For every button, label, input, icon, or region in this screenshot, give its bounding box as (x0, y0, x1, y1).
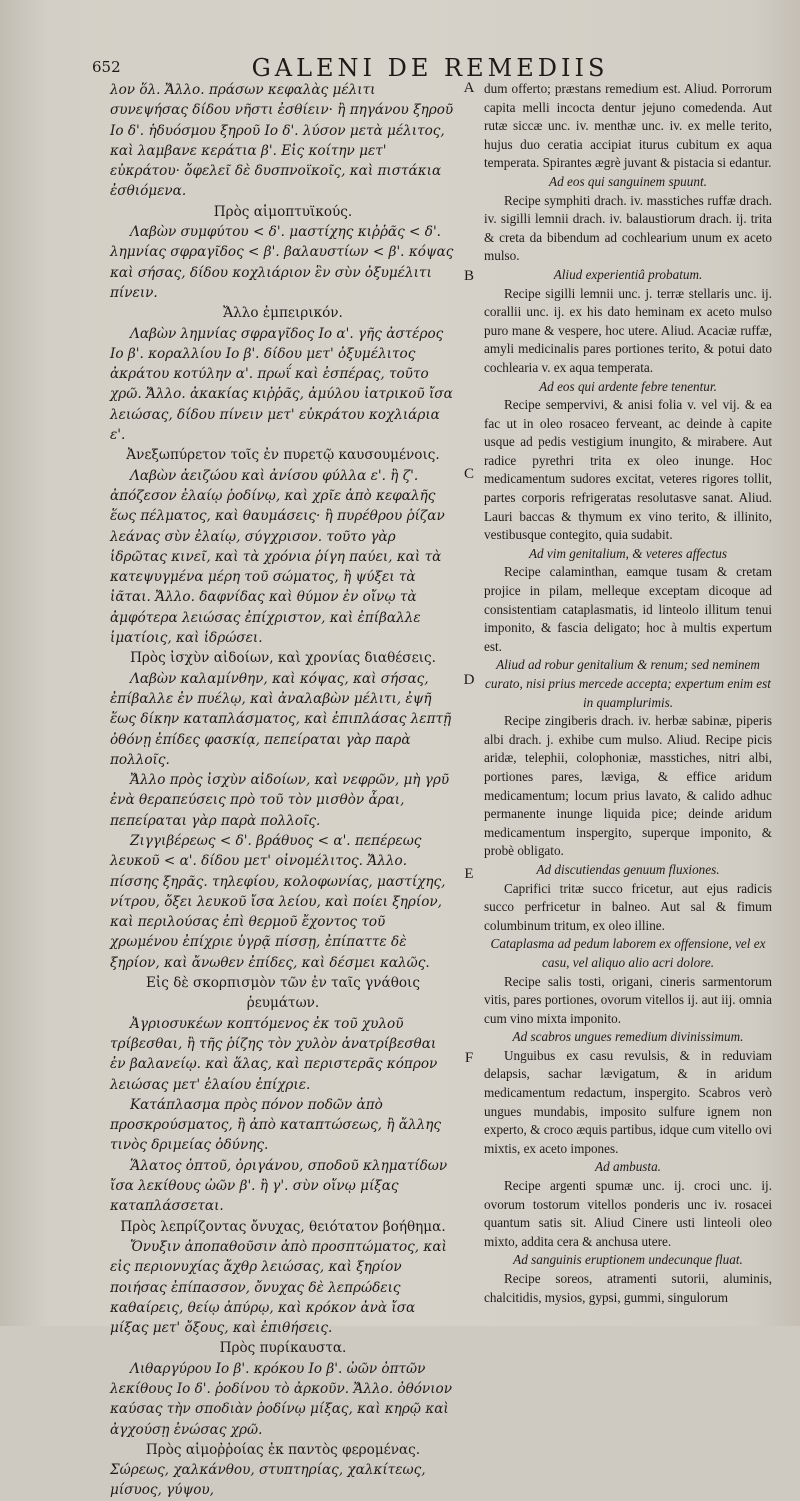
greek-paragraph: Λαβὼν λημνίας σφραγῖδος Ιο α'. γῆς ἀστέρος Ιο β'. κοραλλίου Ιο β'. δίδου μετ' ὀξυμέλιτος ἀκράτου κοτύλην α'. πρωΐ καὶ ἑσπέρας, τοῦτο χρῶ. Ἄλλο. ἀκακίας κιῤῥᾶς, ἀμύλου ἰατρικοῦ ἴσα λειώσας, δίδου πίνειν μετ' εὐκράτου κοχλιάρια ε'. (110, 325, 453, 444)
latin-heading: Ad vim genitalium, & veteres affectus (528, 545, 727, 561)
latin-paragraph: Recipe symphiti drach. iv. masstiches ruffæ drach. iv. sigilli lemnii drach. iv. balaustiorum drach. ij. trita & creta da bibendum ad cochlearium unum ex aceto mulso. (484, 192, 772, 264)
latin-heading: Cataplasma ad pedum laborem ex offensione, vel ex casu, vel aliquo alio acri dolore. (490, 936, 766, 970)
greek-paragraph: Ἀγριοσυκέων κοπτόμενος ἐκ τοῦ χυλοῦ τρίβεσθαι, ἢ τῆς ῥίζης τὸν χυλὸν ἀνατρίβεσθαι ἐν βαλανείῳ. καὶ ἅλας, καὶ περιστερᾶς κόπρον λειώσας μετ' ἐλαίου ἐπίχριε. (110, 1015, 438, 1093)
greek-heading: Πρὸς ἰσχὺν αἰδοίων, καὶ χρονίας διαθέσεις. (130, 650, 436, 667)
latin-heading: Ad sanguinis eruptionem undecunque fluat. (513, 1252, 743, 1268)
greek-heading: Πρὸς λεπρίζοντας ὄνυχας, θειότατον βοήθημα. (120, 1218, 446, 1235)
greek-paragraph: Λαβὼν ἀειζώου καὶ ἀνίσου φύλλα ε'. ἢ ζ'. ἀπόζεσον ἐλαίῳ ῥοδίνῳ, καὶ χρῖε ἀπὸ κεφαλῆς ἕως πέλματος, καὶ θαυμάσεις· ἢ πυρέθρου ῥίζαν λεάνας σὺν ἐλαίῳ, σύγχρισον. τοῦτο γὰρ ἱδρῶτας κινεῖ, καὶ τὰ χρόνια ῥίγη παύει, καὶ τὰ κατεψυγμένα μέρη τοῦ σώματος, ἢ ψύξει τὰ ἰᾶται. Ἄλλο. δαφνίδας καὶ θύμον ἐν οἴνῳ τὰ ἀμφότερα λειώσας ἐπίχριστον, καὶ ἐπίβαλλε ἱματίοις, καὶ ἱδρώσει. (110, 467, 445, 647)
latin-column (484, 80, 772, 1307)
latin-paragraph: Recipe salis tosti, origani, cineris sarmentorum vitis, pares portiones, ovorum vitellos ij. aut iij. omnia cum vino mixta imponito. (484, 973, 772, 1026)
latin-paragraph: Caprifici tritæ succo fricetur, aut ejus radicis succo perfricetur in balneo. Aut sal & fimum columbinum tritum, ex oleo illine. (484, 880, 772, 933)
greek-heading: Πρὸς αἱμοῤῥοίας ἐκ παντὸς φερομένας. (145, 1441, 421, 1458)
latin-paragraph: Recipe zingiberis drach. iv. herbæ sabinæ, piperis albi drach. j. exhibe cum mulso. Aliud. Recipe picis aridæ, telephii, colophoniæ, masstiches, nitri albi, portiones pares, lævigа, & effice aridum medicamentum; locum prius lavato, & calido adhuc permanente inunge liquida pice; deinde aridum medicamentum inspergito, superque imponito, & probè obligato. (484, 713, 772, 859)
margin-marker-b: B (463, 268, 474, 284)
greek-heading: Ἄλλο ἐμπειρικόν. (223, 305, 343, 322)
margin-marker-c: C (463, 466, 474, 482)
latin-heading: Ad eos qui sanguinem spuunt. (549, 173, 707, 189)
greek-heading: Πρὸς πυρίκαυστα. (219, 1340, 347, 1357)
greek-paragraph: Κατάπλασμα πρὸς πόνον ποδῶν ἀπὸ προσκρούσματος, ἢ ἀπὸ καταπτώσεως, ἢ ἄλλης τινὸς δριμείας ὀδύνης. (110, 1096, 441, 1154)
greek-column (110, 80, 456, 1501)
running-head: GALENI DE REMEDIIS (251, 54, 609, 82)
latin-heading: Ad scabros ungues remedium divinissimum. (512, 1029, 744, 1045)
greek-paragraph: Ἄλλο πρὸς ἰσχὺν αἰδοίων, καὶ νεφρῶν, μὴ γρῦ ἐνὰ θεραπεύσεις πρὸ τοῦ τὸν μισθὸν ἆραι, πεπείραται γὰρ παρὰ πολλοῖς. (110, 772, 450, 829)
greek-paragraph: Ἅλατος ὀπτοῦ, ὀριγάνου, σποδοῦ κληματίδων ἴσα λεκίθους ὠῶν β'. ἢ γ'. σὺν οἴνῳ μίξας καταπλάσσεται. (110, 1157, 448, 1215)
latin-heading: Aliud ad robur genitalium & renum; sed neminem curato, nisi prius mercede accepta; expertum enim est in quamplurimis. (485, 657, 771, 710)
latin-paragraph: Unguibus ex casu revulsis, & in reduviam delapsis, sachar lævigatum, & in aridum medicamentum redactum, inspergito. Scabros verò ungues mundabis, imposito sulfure ignem non experto, & croco æquis partibus, idque cum vitello ovi mixtis, ex aceto impones. (484, 1047, 772, 1156)
latin-heading: Ad eos qui ardente febre tenentur. (539, 378, 717, 394)
greek-paragraph: Λιθαργύρου Ιο β'. κρόκου Ιο β'. ὠῶν ὀπτῶν λεκίθους Ιο δ'. ῥοδίνου τὸ ἀρκοῦν. Ἄλλο. ὀθόνιον καύσας τὴν σποδιὰν ῥοδίνῳ μίξας, καὶ κηρῷ καὶ ἀγχούσῃ ἑνώσας χρῶ. (110, 1360, 452, 1438)
latin-heading: Aliud experientiâ probatum. (553, 266, 703, 282)
latin-heading: Ad discutiendas genuum fluxiones. (536, 861, 720, 877)
latin-paragraph: Recipe sempervivi, & anisi folia v. vel vij. & ea fac ut in oleo rosaceo ferveant, ac deinde à capite usque ad pedis vestigium inungito, & mirabere. Aut radice pyrethri trita ex oleo inunge. Hoc medicamentum sudores excitat, veteres rigores tollit, partes corporis refrigeratas resolutasve sanat. Aliud. Lauri baccas & thymum ex vino terito, & illinito, vestibusque contegito, quia sudabit. (484, 397, 772, 543)
greek-heading: Ἀνεξωπύρετον τοῖς ἐν πυρετῷ καυσουμένοις. (126, 447, 440, 464)
greek-heading: Εἰς δὲ σκορπισμὸν τῶν ἐν ταῖς γνάθοις ῥευμάτων. (146, 975, 420, 1012)
latin-paragraph: Recipe argenti spumæ unc. ij. croci unc. ij. ovorum tostorum vitellos ponderis unc iv. rosacei quantum satis sit. Aliud Cinere usti linteoli oleo mixto, addita cera & anchusa utere. (484, 1178, 772, 1249)
margin-marker-d: D (463, 672, 475, 688)
latin-heading: Ad ambusta. (595, 1159, 661, 1175)
margin-marker-e: E (464, 866, 474, 882)
greek-paragraph: Ζιγγιβέρεως < δ'. βράθυος < α'. πεπέρεως λευκοῦ < α'. δίδου μετ' οἰνομέλιτος. Ἄλλο. πίσσης ξηρᾶς. τηλεφίου, κολοφωνίας, μαστίχης, νίτρου, ὄξει λευκοῦ ἴσα λείου, καὶ ποίει ξηρίον, καὶ περιλούσας ἐπὶ θερμοῦ ἔχοντος τοῦ χρωμένου ἐπίχριε ὑγρᾷ πίσσῃ, ἐπίπαττε δὲ ξηρίον, καὶ ἄνωθεν ἐπίδες, καὶ δέσμει καλῶς. (110, 832, 446, 971)
latin-paragraph: Recipe sigilli lemnii unc. j. terræ stellaris unc. ij. corallii unc. ij. ex his dato heminam ex aceto mulso puro mane & vespere, hoc utere. Aliud. Acaciæ ruffæ, amyli medicinalis pares portiones terito, & potui dato cochlearia v. ex aqua temperata. (484, 285, 772, 375)
margin-marker-f: F (464, 1050, 474, 1066)
page-number: 652 (92, 58, 121, 76)
latin-paragraph: dum offerto; præstans remedium est. Aliud. Porrorum capita melli incocta dentur jejuno comedenda. Aut rutæ siccæ unc. iv. menthæ unc. iv. ex melle terito, hujus duo ceratia accipiat iturus cubitum ex aqua temperata. Spirantes ægrè juvant & pistacia si edantur. (484, 81, 772, 171)
latin-paragraph: Recipe soreos, atramenti sutorii, aluminis, chalcitidis, mysios, gypsi, gummi, singulorum (484, 1271, 772, 1305)
greek-paragraph: Ὄνυξιν ἀποπαθοῦσιν ἀπὸ προσπτώματος, καὶ εἰς περιονυχίας ἄχθρ λειώσας, καὶ ξηρίον ποιήσας ἐπίπασσον, ὄνυχας δὲ λεπρώδεις καθαίρεις, θείῳ ἀπύρῳ, καὶ κρόκον ἀνὰ ἴσα μίξας μετ' ὄξους, καὶ ἐπιθήσεις. (110, 1238, 447, 1337)
latin-paragraph: Recipe calaminthan, eamque tusam & cretam projice in pilam, melleque exceptam dicoque ad consistentiam cataplasmatis, id linteolo illitum tenui imponito, & fascia deligato; hoc à multis expertum est. (484, 564, 772, 654)
greek-paragraph: λον ὅλ. Ἄλλο. πράσων κεφαλὰς μέλιτι συνεψήσας δίδου νῆστι ἐσθίειν· ἢ πηγάνου ξηροῦ Ιο δ'. ἡδυόσμου ξηροῦ Ιο δ'. λύσον μετὰ μέλιτος, καὶ λαμβανε κεράτια β'. Εἰς κοίτην μετ' εὐκράτου· ὄφελεῖ δὲ δυσπνοϊκοῖς, καὶ πιστάκια ἐσθιόμενα. (110, 82, 454, 200)
greek-paragraph: Σώρεως, χαλκάνθου, στυπτηρίας, χαλκίτεως, μίσυος, γύψου, (110, 1462, 426, 1499)
greek-paragraph: Λαβὼν καλαμίνθην, καὶ κόψας, καὶ σήσας, ἐπίβαλλε ἐν πυέλῳ, καὶ ἀναλαβὼν μέλιτι, ἐψῆ ἕως δίκην καταπλάσματος, καὶ ἐπιπλάσας λεπτῇ ὀθόνῃ ἐπίδες φασκίᾳ, πεπείραται γὰρ παρὰ πολλοῖς. (110, 670, 452, 768)
greek-paragraph: Λαβὼν συμφύτου < δ'. μαστίχης κιῤῥᾶς < δ'. λημνίας σφραγῖδος < β'. βαλαυστίων < β'. κόψας καὶ σήσας, δίδου κοχλιάριον ἓν σὺν ὀξυμέλιτι πίνειν. (110, 224, 454, 301)
margin-marker-a: A (463, 80, 475, 96)
greek-heading: Πρὸς αἱμοπτυϊκούς. (213, 203, 353, 220)
